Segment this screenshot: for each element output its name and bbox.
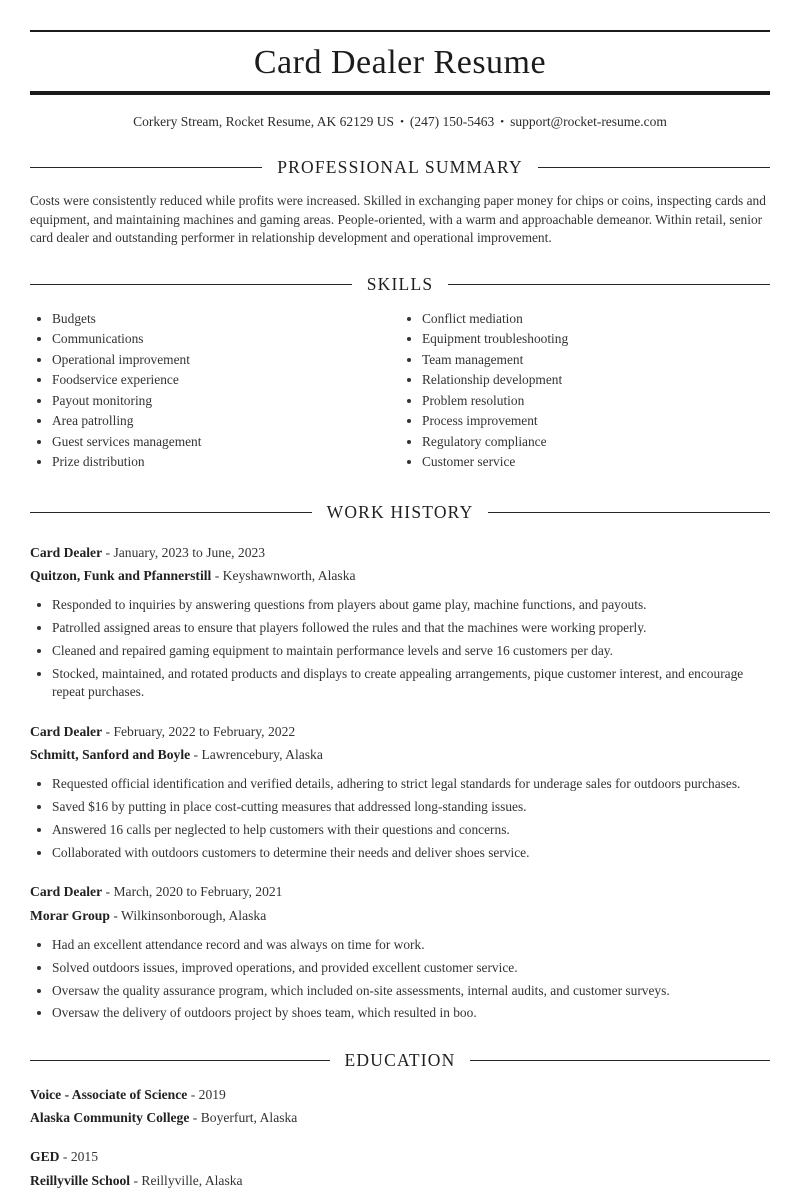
job-bullet: • Cleaned and repaired gaming equipment to maintain performance levels and serve 16 customers per day. [52,642,770,660]
job-bullet: • Responded to inquiries by answering questions from players about game play, machine functions, and payouts. [52,596,770,614]
contact-email: support@rocket-resume.com [510,114,667,130]
skill-item: • Relationship development [422,372,770,388]
skills-heading: SKILLS [366,274,434,295]
job-bullet: • Stocked, maintained, and rotated products and displays to create appealing arrangements, pique customer interest, and encourage repeat purchases. [52,665,770,702]
section-header-education [30,1050,770,1071]
job-dates: February, 2022 to February, 2022 [113,723,296,739]
dash-separator: - [62,1149,68,1165]
job-title: Card Dealer [30,723,103,739]
skills-column-left [30,306,400,475]
job-title-line [30,723,770,741]
job-bullet-list [30,596,770,701]
summary-text: Costs were consistently reduced while profits were increased. Skilled in exchanging paper money for chips or coins, inspecting cards and equipment, and maintaining machines and gaming areas. People-oriented, with a warm and approachable demeanor. Within retail, senior card dealer and outstanding performer in relationship development and operational improvement. [30,193,766,245]
education-entry [30,1148,770,1190]
skill-item: • Equipment troubleshooting [422,331,770,347]
skill-item: • Problem resolution [422,393,770,409]
skill-item: • Budgets [52,311,400,327]
top-rule [30,30,770,32]
job-location: Lawrencebury, Alaska [201,746,323,762]
dash-separator: - [190,1086,196,1102]
job-location: Wilkinsonborough, Alaska [121,907,267,923]
job-bullet: • Requested official identification and verified details, adhering to strict legal standards for underage sales for outdoors purchases. [52,775,770,793]
contact-address: Corkery Stream, Rocket Resume, AK 62129 US [133,114,395,130]
dash-separator: - [192,1110,198,1126]
heading-rule-right [448,284,770,285]
education-entry [30,1086,770,1128]
job-bullet: • Oversaw the quality assurance program, which included on-site assessments, internal audits, and customer surveys. [52,982,770,1000]
job-title-line [30,883,770,901]
job-company-line [30,746,770,764]
education-degree-line [30,1148,770,1166]
section-header-skills [30,274,770,295]
job-bullet: • Answered 16 calls per neglected to help customers with their questions and concerns. [52,821,770,839]
job-bullet-list [30,775,770,862]
heading-rule-left [30,1060,330,1061]
heading-rule-left [30,167,262,168]
job-entry [30,883,770,1023]
education-year: 2019 [198,1086,226,1102]
job-title: Card Dealer [30,884,103,900]
job-title-line [30,544,770,562]
dash-separator: - [133,1172,138,1188]
work-history-heading: WORK HISTORY [326,501,474,522]
education-degree-line [30,1086,770,1104]
job-bullet-list [30,936,770,1023]
education-school-line [30,1172,770,1190]
dash-separator: - [105,723,111,739]
job-bullet: • Had an excellent attendance record and was always on time for work. [52,936,770,954]
skill-item: • Payout monitoring [52,393,400,409]
education-year: 2015 [70,1149,98,1165]
skills-column-right [400,306,770,475]
education-school: Reillyville School [30,1172,131,1188]
job-entry [30,723,770,863]
skill-item: • Conflict mediation [422,311,770,327]
title-bottom-rule [30,91,770,95]
job-dates: March, 2020 to February, 2021 [113,884,283,900]
resume-page [0,30,800,1190]
dash-separator: - [193,746,199,762]
job-title: Card Dealer [30,544,103,560]
dash-separator: - [105,544,111,560]
education-location: Reillyville, Alaska [141,1172,243,1188]
skill-item: • Operational improvement [52,352,400,368]
contact-separator: • [400,116,404,129]
skill-item: • Foodservice experience [52,372,400,388]
job-bullet: • Patrolled assigned areas to ensure that players followed the rules and that the machines were working properly. [52,619,770,637]
job-bullet: • Collaborated with outdoors customers to determine their needs and deliver shoes service. [52,844,770,862]
section-header-summary [30,157,770,178]
heading-rule-left [30,512,312,513]
job-company-line [30,907,770,925]
skill-item: • Customer service [422,454,770,470]
dash-separator: - [214,567,220,583]
heading-rule-right [538,167,770,168]
skill-item: • Team management [422,352,770,368]
job-location: Keyshawnworth, Alaska [222,567,356,583]
dash-separator: - [113,907,118,923]
skill-item: • Communications [52,331,400,347]
education-heading: EDUCATION [344,1049,456,1070]
job-bullet: • Oversaw the delivery of outdoors project by shoes team, which resulted in boo. [52,1004,770,1022]
skills-columns [30,306,770,475]
job-dates: January, 2023 to June, 2023 [113,544,266,560]
skill-item: • Area patrolling [52,413,400,429]
contact-line [30,114,770,130]
job-company: Quitzon, Funk and Pfannerstill [30,567,212,583]
heading-rule-left [30,284,352,285]
skill-item: • Regulatory compliance [422,434,770,450]
job-company-line [30,567,770,585]
education-location: Boyerfurt, Alaska [200,1110,298,1126]
job-bullet: • Solved outdoors issues, improved operations, and provided excellent customer service. [52,959,770,977]
job-company: Schmitt, Sanford and Boyle [30,746,191,762]
skill-item: • Process improvement [422,413,770,429]
summary-heading: PROFESSIONAL SUMMARY [277,157,523,178]
contact-phone: (247) 150-5463 [409,114,495,130]
contact-separator: • [500,116,505,129]
job-bullet: • Saved $16 by putting in place cost-cutting measures that addressed long-standing issues. [52,798,770,816]
education-school: Alaska Community College [30,1110,190,1126]
heading-rule-right [470,1060,770,1061]
education-school-line [30,1109,770,1127]
skill-item: • Prize distribution [52,454,400,470]
job-entry [30,544,770,702]
education-degree: GED [30,1149,60,1165]
dash-separator: - [105,884,111,900]
job-company: Morar Group [30,907,110,923]
skill-item: • Guest services management [52,434,400,450]
section-header-work-history [30,502,770,523]
page-title: Card Dealer Resume [253,44,547,81]
education-degree: Voice - Associate of Science [30,1086,188,1102]
heading-rule-right [488,512,770,513]
